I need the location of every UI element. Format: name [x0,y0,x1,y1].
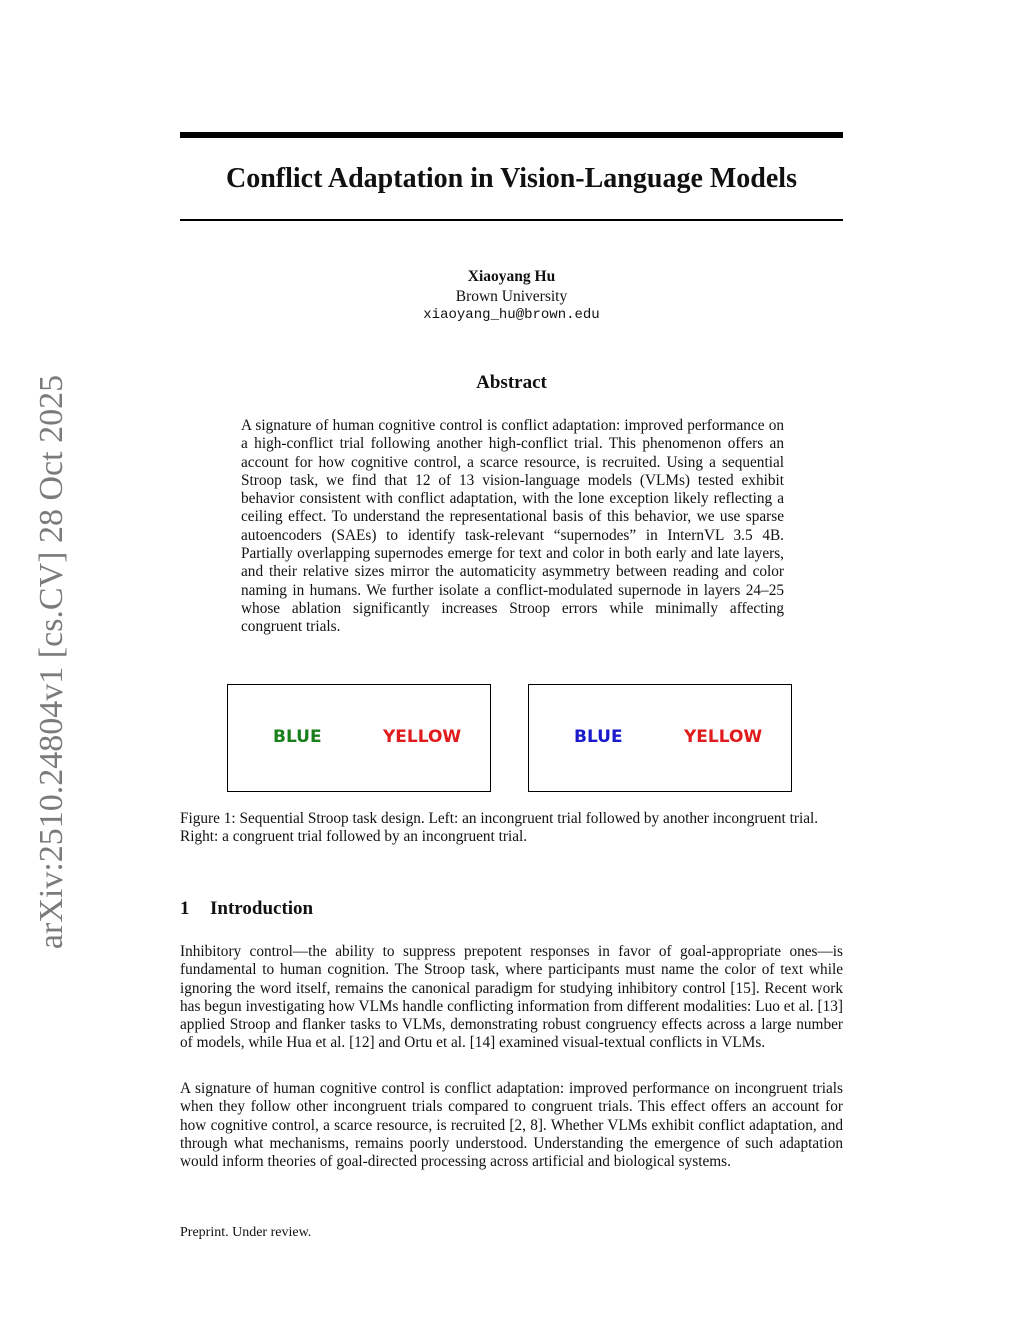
section-number: 1 [180,898,190,919]
title-top-rule [180,132,843,138]
title-bottom-rule [180,219,843,221]
stroop-word-right-2: YELLOW [684,727,763,747]
stroop-word-right-1: BLUE [574,727,623,747]
figure-caption: Figure 1: Sequential Stroop task design. Left: an incongruent trial followed by another incongruent trial. Right: a congruent trial followed by an incongruent trial. [180,810,819,846]
paper-title: Conflict Adaptation in Vision-Language Models [226,163,797,194]
arxiv-sidebar-stamp: arXiv:2510.24804v1 [cs.CV] 28 Oct 2025 [33,374,70,950]
stroop-word-left-2: YELLOW [383,727,462,747]
section-heading-introduction [180,898,313,920]
figure-panel-left [227,684,491,792]
author-email[interactable]: xiaoyang_hu@brown.edu [423,307,600,323]
footer-note: Preprint. Under review. [180,1225,312,1240]
author-name: Xiaoyang Hu [467,268,556,285]
stroop-word-left-1: BLUE [273,727,322,747]
intro-paragraph-2: A signature of human cognitive control is conflict adaptation: improved performance on incongruent trials when they follow other incongruent trials compared to congruent trials. This effect offers an account for how cognitive control, a scarce resource, is recruited [2, 8]. Whether VLMs exhibit conflict adaptation, and through what mechanisms, remains poorly understood. Understanding the emergence of such adaptation would inform theories of goal-directed processing across artificial and biological systems. [180,1080,843,1171]
section-title: Introduction [210,898,314,919]
intro-paragraph-1: Inhibitory control—the ability to suppress prepotent responses in favor of goal-appropriate ones—is fundamental to human cognition. The Stroop task, where participants must name the color of text while ignoring the word itself, remains the canonical paradigm for studying inhibitory control [15]. Recent work has begun investigating how VLMs handle conflicting information from different modalities: Luo et al. [13] applied Stroop and flanker tasks to VLMs, demonstrating robust congruency effects across a large number of models, while Hua et al. [12] and Ortu et al. [14] examined visual-textual conflicts in VLMs. [180,943,843,1052]
figure-panel-right [528,684,792,792]
author-affiliation: Brown University [455,288,568,305]
abstract-heading: Abstract [476,372,547,393]
abstract-text: A signature of human cognitive control is conflict adaptation: improved performance on a high-conflict trial following another high-conflict trial. This phenomenon offers an account for how cognitive control, a scarce resource, is recruited. Using a sequential Stroop task, we find that 12 of 13 vision-language models (VLMs) tested exhibit behavior consistent with conflict adaptation, with the lone exception likely reflecting a ceiling effect. To understand the representational basis of this behavior, we use sparse autoencoders (SAEs) to identify task-relevant “supernodes” in InternVL 3.5 4B. Partially overlapping supernodes emerge for text and color in both early and late layers, and their relative sizes mirror the automaticity asymmetry between reading and color naming in humans. We further isolate a conflict-modulated supernode in layers 24–25 whose ablation significantly increases Stroop errors while minimally affecting congruent trials. [241,417,784,636]
